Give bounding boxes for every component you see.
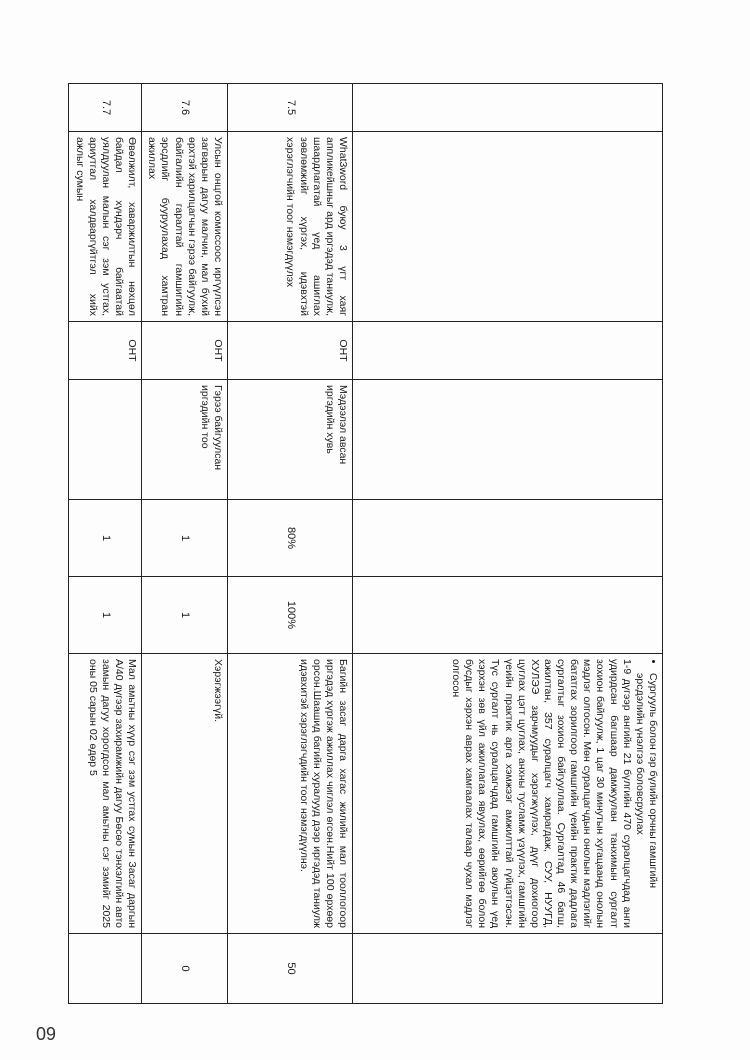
table-row [353, 84, 663, 1004]
score-cell: 0 [142, 934, 228, 1004]
indicator-cell [69, 380, 142, 500]
report-bullet-list [633, 659, 659, 928]
report-cell [353, 654, 663, 934]
actual-cell: 1 [69, 577, 142, 654]
indicator-cell: Гэрээ байгуулсан иргэдийн тоо [142, 380, 228, 500]
actual-cell: 1 [142, 577, 228, 654]
org-cell: ОНТ [142, 322, 228, 380]
row-number: 7.6 [142, 84, 228, 132]
actual-cell: 100% [228, 577, 353, 654]
target-cell: 1 [69, 500, 142, 577]
report-cell: Хэрэгжээгүй. [142, 654, 228, 934]
activity-cell [353, 132, 663, 322]
indicator-cell [353, 380, 663, 500]
plan-report-table [68, 83, 663, 1004]
row-number: 7.7 [69, 84, 142, 132]
actual-cell [353, 577, 663, 654]
score-cell [69, 934, 142, 1004]
target-cell [353, 500, 663, 577]
target-cell: 1 [142, 500, 228, 577]
activity-cell: Өвөлжилт, хаваржилтын нөхцөл байдал хүндэрч байгаатай уялдуулан малын сэг зэм устгах, ариутгал халдваргүйтгэл хийх ажлыг сумын [69, 132, 142, 322]
activity-cell: Улсын онцгой комиссоос иргүүлсэн загварын дагуу малчин, мал бүхий өрхтэй харилцагчын гэрээ байгуулж, байгалийн гаралтай гамшигийн эрсдлийг бууруулахад хамтран ажиллах [142, 132, 228, 322]
table-row [228, 84, 353, 1004]
org-cell [353, 322, 663, 380]
score-cell [353, 934, 663, 1004]
indicator-cell: Мэдээлэл авсан иргэдийн хувь [228, 380, 353, 500]
org-cell: ОНТ [228, 322, 353, 380]
page-number: 60 [36, 1023, 57, 1043]
table-row [142, 84, 228, 1004]
activity-cell: What3word буюу 3 үгт хаяг аппликейшныг ард иргэдэд таниулж, шаардлагатай үед ашиглах зөвлөмжийг хүргэх, идэвхтэй хэрэглэгчийн тоог нэмэгдүүлэх [228, 132, 353, 322]
report-bullet-item: • Сургууль болон гэр бүлийн орчны гамшгийн эрсдэлийн үнэлгээ боловсруулах [633, 673, 659, 928]
score-cell: 50 [228, 934, 353, 1004]
report-paragraph: 1-9 дүгээр ангийн 21 бүлгийн 470 суралцагчдад анги удирдсан багшаар дамжуулан танхимын сургалт зохион байгуулж, 1 цаг 30 минутын хугацаанд онолын мэдлэг олгосон. Мөн суралцагчдын онолын мэдлэгийг бататгах зорилгоор гамшгийн үеийн практик дадлага сургалтыг зохион байгууллаа. Сургалтад 46 багш, ажилтан, 357 суралцагч хамрагдаж, СУУ, НУУГД, ХУЛЭЭ зарчмуудыг хэрэгжүүлэх, дүүг дохиогоор цуглах цэгт цуглах, анхны тусламж үзүүлэх, гамшгийн үеийн практик арга хэмжээг амжилттай гүйцэтгэсэн. Түс сургалт нь суралцагчдад гамшгийн аюулын үед хэрхэн зөв үйл ажиллагаа явуулах, өөрийгөө болон бусдыг хэрхэн аврах хамгаалах талаар чухал мэдлэг олгосон [450, 659, 633, 928]
report-cell: Мал амьтны хүүр сэг зэм устгах сумын Засаг даргын А/40 дүгээр захирамжийн дагуу Бөсөо тэнхэлгийн авто замын дагуу хорогдсон мал амьтны сэг зэмийг 2025 оны 05 сарын 02 өдөр 5 [69, 654, 142, 934]
target-cell: 80% [228, 500, 353, 577]
org-cell: ОНТ [69, 322, 142, 380]
row-number: 7.5 [228, 84, 353, 132]
rotated-table-container [73, 83, 663, 1003]
report-cell: Багийн засаг дарга хагас жилийн мал тооллогоор иргэдэд хүргэж ажиллах чиглэл өгсөн.Нийт 100 өрхөөр орсон.Шаашид багийн хуралууд дээр иргэдэд таниулж идэвхитэй хэрэглэгчдийн тоог нэмэгдүүлнэ. [228, 654, 353, 934]
table-row [69, 84, 142, 1004]
row-number [353, 84, 663, 132]
